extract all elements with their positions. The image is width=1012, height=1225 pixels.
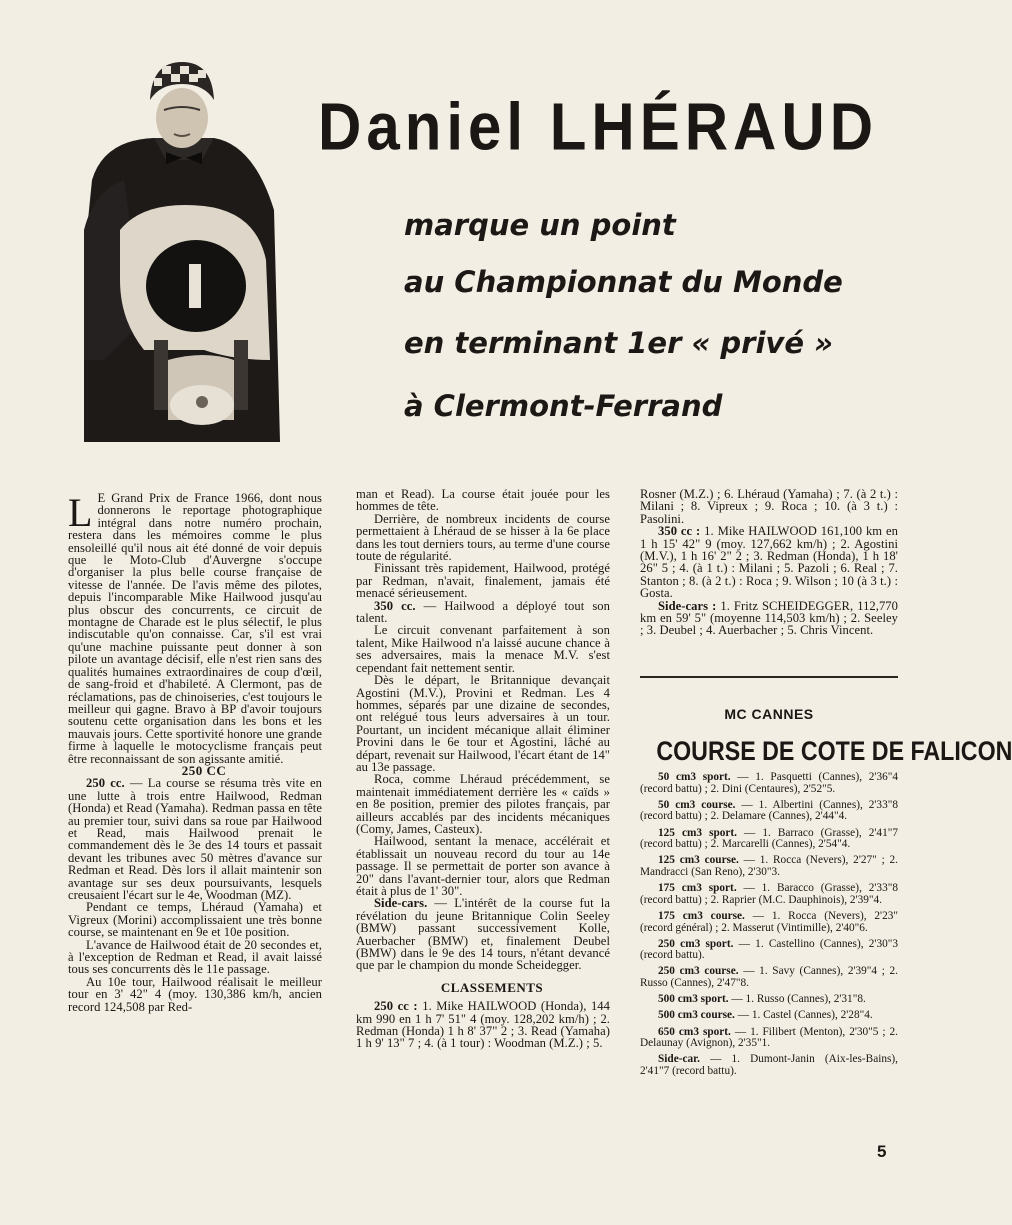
subtitle-line-2: au Championnat du Monde xyxy=(404,265,843,299)
paragraph: man et Read). La course était jouée pour les hommes de tête. xyxy=(356,487,610,514)
section-heading-250: 250 CC xyxy=(181,762,227,778)
result-item: 50 cm3 sport. — 1. Pasquetti (Cannes), 2'36"4 (record battu) ; 2. Dini (Centaures), 2'52"5. xyxy=(640,771,899,795)
paragraph: Pendant ce temps, Lhéraud (Yamaha) et Vigreux (Morini) accomplissaient une très bonne course, se maintenant en 9e et 10e position. xyxy=(68,900,322,940)
column-2 xyxy=(356,488,610,1050)
paragraph: Side-cars : 1. Fritz SCHEIDEGGER, 112,770 km en 59' 5" (moyenne 114,503 km/h) ; 2. Seeley ; 3. Deubel ; 4. Auerbacher ; 5. Chris Vincent. xyxy=(640,598,899,638)
paragraph: 250 cc. — La course se résuma très vite en une lutte à trois entre Hailwood, Redman (Honda) et Read (Yamaha). Redman passa en tête au premier tour, suivi dans sa roue par Hailwood et Read, mais Hailwood prenait le commandement dès le 3e des 14 tours et passait devant les tribunes avec 50 mètres d'avance sur Redman et Read. Dès lors il allait maintenir son avantage sur ses deux poursuivants, lesquels creusaient l'écart sur le 4e, Woodman (MZ). xyxy=(68,776,323,902)
paragraph: 250 cc : 1. Mike HAILWOOD (Honda), 144 km 990 en 1 h 7' 51" 4 (moy. 128,202 km/h) ; 2. Redman (Honda) 1 h 8' 37" 2 ; 3. Read (Yamaha) 1 h 9' 13" 7 ; 4. (à 1 tour) : Woodman (M.Z.) ; 5. xyxy=(356,999,610,1051)
paragraph: Side-cars. — L'intérêt de la course fut la révélation du jeune Britannique Colin Seeley (BMW) passant successivement Kolle, Auerbacher (BMW) et, finalement Deubel (BMW) dans le 9e des 14 tours, n'étant devancé que par le champion du monde Scheidegger. xyxy=(356,896,610,973)
paragraph: Le circuit convenant parfaitement à son talent, Mike Hailwood n'a laissé aucune chance à ses adversaires, mais la menace M.V. s'est cependant fait nettement sentir. xyxy=(356,623,610,675)
intro-paragraph: L E Grand Prix de France 1966, dont nous donnerons le reportage photographique intégral dans notre numéro prochain, restera dans les mémoires comme le plus ensoleillé qu'il nous ait été donné de voir depuis que le Moto-Club d'Auvergne s'occupe d'organiser la plus belle course française de vitesse de l'année. De l'avis même des pilotes, depuis l'incomparable Mike Hailwood jusqu'au plus obscur des concurrents, ce circuit de montagne de Charade est le plus sélectif, le plus indiscutable qu'on connaisse. Car, s'il est vrai qu'une machine puissante peut donner à son pilote un avantage décisif, elle n'est rien sans des qualités humaines extraordinaires de coup d'œil, de sang-froid et d'habileté. A Clermont, pas de réclamations, pas de chinoiseries, c'est toujours le meilleur qui gagne. Bravo à BP d'avoir toujours soutenu cette organisation dans les bons et les mauvais jours. Cette sportivité honore une grande firme à laquelle le motocyclisme français peut être reconnaissant de son agissante amitié. xyxy=(68,490,322,766)
section-heading-classements: CLASSEMENTS xyxy=(440,979,544,995)
club-heading: MC CANNES xyxy=(724,706,814,722)
page-number: 5 xyxy=(877,1142,887,1161)
result-item: 250 cm3 sport. — 1. Castellino (Cannes), 2'30"3 (record battu). xyxy=(640,937,898,962)
article-title: Daniel LHÉRAUD xyxy=(318,89,879,165)
result-item: 500 cm3 sport. — 1. Russo (Cannes), 2'31"8. xyxy=(658,993,866,1006)
result-item: 650 cm3 sport. — 1. Filibert (Menton), 2'30"5 ; 2. Delaunay (Avignon), 2'35"1. xyxy=(640,1025,898,1050)
column-3 xyxy=(640,488,898,637)
paragraph: L'avance de Hailwood était de 20 secondes et, à l'exception de Redman et Read, il avait laissé tous ses concurrents dès le 11e passage. xyxy=(68,937,322,977)
result-item: 50 cm3 course. — 1. Albertini (Cannes), 2'33"8 (record battu) ; 2. Delamare (Cannes), 2'44"4. xyxy=(640,798,898,823)
paragraph: Finissant très rapidement, Hailwood, protégé par Redman, n'avait, finalement, jamais été menacé sérieusement. xyxy=(356,561,610,601)
subtitle-line-4: à Clermont-Ferrand xyxy=(404,389,723,423)
paragraph: 350 cc. — Hailwood a déployé tout son talent. xyxy=(356,598,610,626)
rider-photo xyxy=(84,60,280,442)
subtitle-line-1: marque un point xyxy=(404,208,676,242)
paragraph: Dès le départ, le Britannique devançait Agostini (M.V.), Provini et Redman. Les 4 hommes, séparés par une dizaine de secondes, ont relégué tous leurs adversaires à un tour. Pourtant, un incident mécanique allait éliminer Provini dans le 6e tour et Agostini, lâché au départ, revenait sur Hailwood, l'écart étant de 14" au 13e passage. xyxy=(356,673,610,774)
paragraph: Hailwood, sentant la menace, accélérait et établissait un nouveau record du tour au 14e passage. Il se permettait de porter son avance à 20" dans l'avant-dernier tour, alors que Redman était à plus de 1' 30". xyxy=(356,834,610,898)
result-item: 175 cm3 course. — 1. Rocca (Nevers), 2'23" (record général) ; 2. Masserut (Vintimille), 2'40"6. xyxy=(640,909,898,934)
result-item: 175 cm3 sport. — 1. Baracco (Grasse), 2'33"8 (record battu) ; 2. Raprier (M.C. Dauphinois), 2'39"4. xyxy=(640,882,898,906)
paragraph: 350 cc : 1. Mike HAILWOOD 161,100 km en 1 h 15' 42" 9 (moy. 127,662 km/h) ; 2. Agostini (M.V.), 1 h 16' 2" 2 ; 3. Redman (Honda), 1 h 18' 26" 5 ; 4. (à 1 t.) : Milani ; 5. Pazoli ; 6. Real ; 7. Stanton ; 8. (à 2 t.) : Roca ; 9. Wilson ; 10 (à 3 t.) : Gosta. xyxy=(640,524,898,601)
result-item: 125 cm3 sport. — 1. Barraco (Grasse), 2'41"7 (record battu) ; 2. Marcarelli (Cannes), 2'54"4. xyxy=(640,826,898,851)
column-1 xyxy=(68,492,322,1013)
paragraph: Rosner (M.Z.) ; 6. Lhéraud (Yamaha) ; 7. (à 2 t.) : Milani ; 8. Vipreux ; 9. Roca ; 10. (à 3 t.) : Pasolini. xyxy=(640,487,898,526)
result-item: 250 cm3 course. — 1. Savy (Cannes), 2'39"4 ; 2. Russo (Cannes), 2'47"8. xyxy=(640,965,898,990)
result-item: 500 cm3 course. — 1. Castel (Cannes), 2'28"4. xyxy=(658,1009,873,1022)
result-item: Side-car. — 1. Dumont-Janin (Aix-les-Bains), 2'41"7 (record battu). xyxy=(640,1053,898,1077)
event-heading: COURSE DE COTE DE FALICON xyxy=(656,736,1012,766)
results-list xyxy=(640,772,898,1082)
drop-cap: L xyxy=(68,490,93,535)
section-divider xyxy=(640,676,898,678)
result-item: 125 cm3 course. — 1. Rocca (Nevers), 2'27" ; 2. Mandracci (San Reno), 2'30"3. xyxy=(640,854,898,878)
subtitle-line-3: en terminant 1er « privé » xyxy=(404,326,833,360)
paragraph: Roca, comme Lhéraud précédemment, se maintenait immédiatement derrière les « caïds » en 8e position, premier des pilotes français, par ailleurs accablés par des incidents mécaniques (Comy, James, Casteux). xyxy=(356,772,610,836)
paragraph: Au 10e tour, Hailwood réalisait le meilleur tour en 3' 42" 4 (moy. 130,386 km/h, ancien record 124,508 par Red- xyxy=(68,974,322,1014)
paragraph: Derrière, de nombreux incidents de course permettaient à Lhéraud de se hisser à la 6e place dans les tout derniers tours, au terme d'une course toute de régularité. xyxy=(356,511,610,564)
